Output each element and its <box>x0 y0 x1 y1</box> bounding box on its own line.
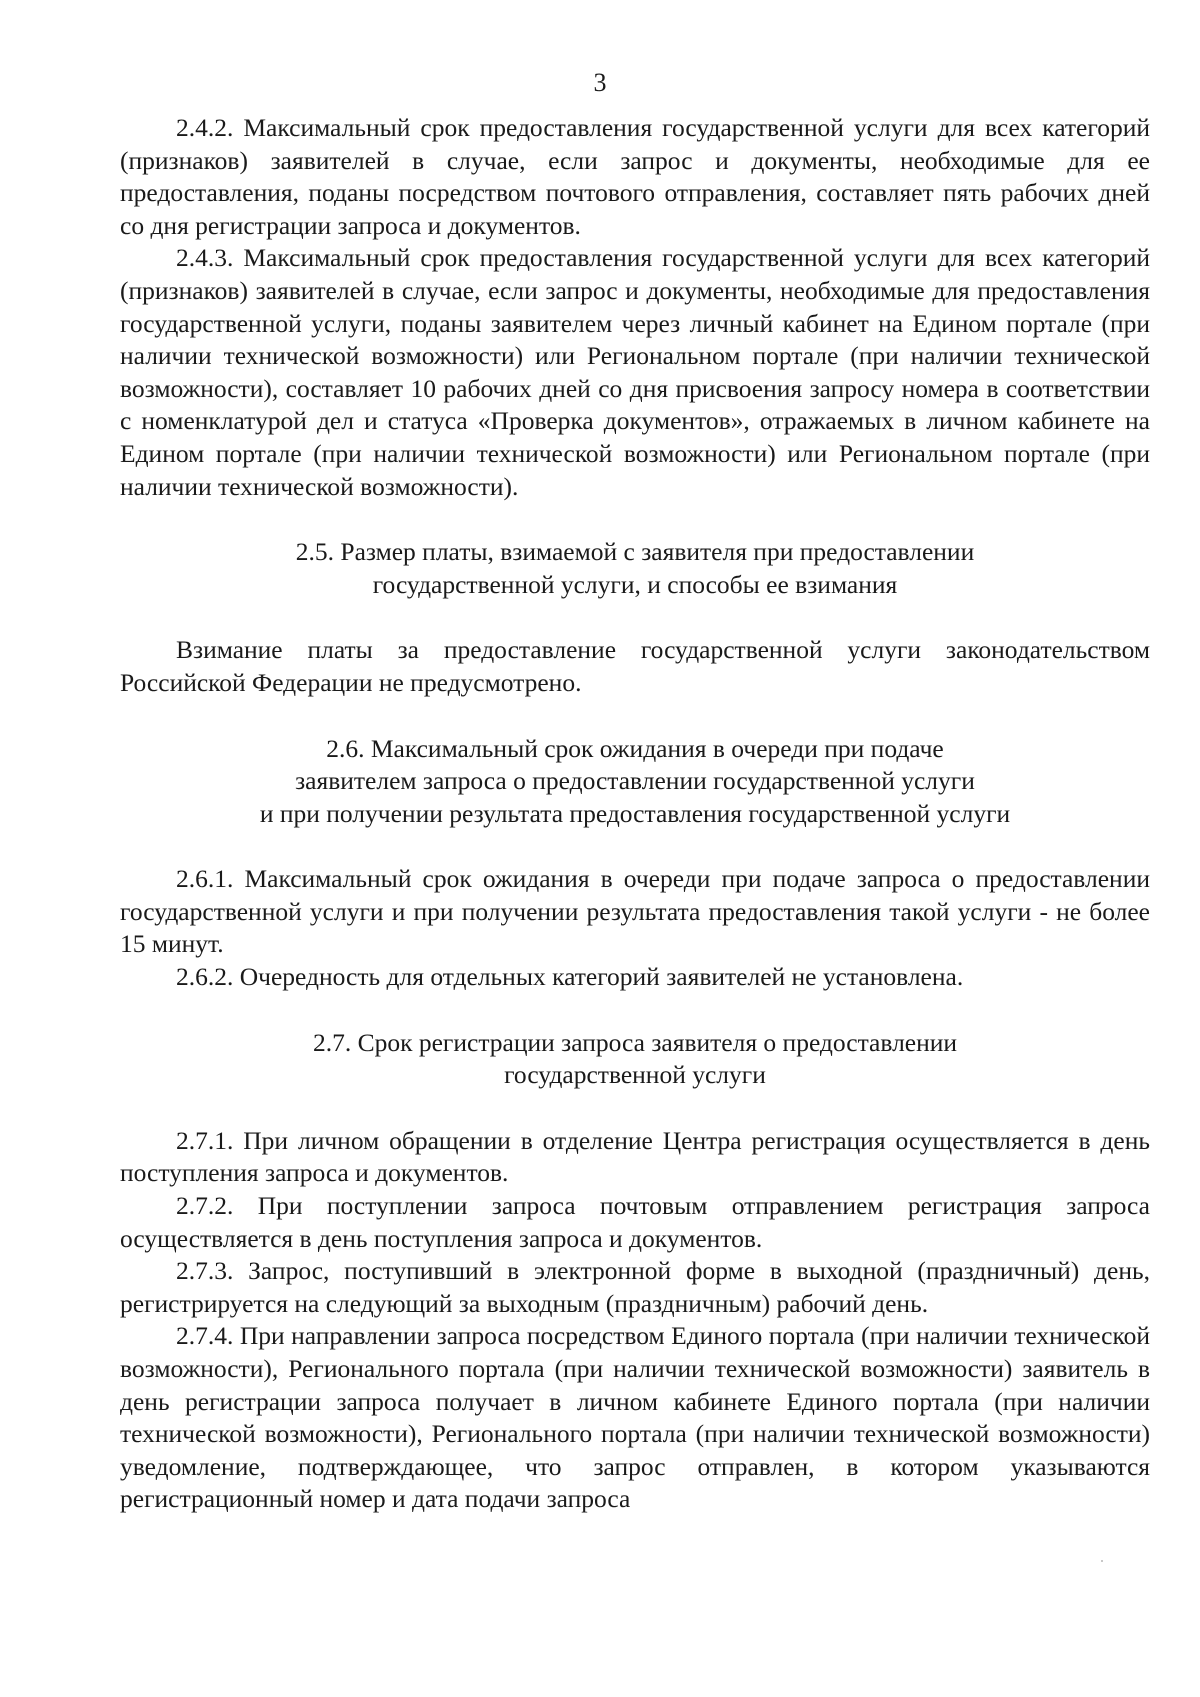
section-heading-2-7 <box>120 1027 1150 1092</box>
section-heading-2-6 <box>120 733 1150 831</box>
heading-line: 2.5. Размер платы, взимаемой с заявителя при предоставлении <box>295 537 975 567</box>
page-number: 3 <box>593 68 607 97</box>
heading-line: и при получении результата предоставления государственной услуги <box>259 798 1011 828</box>
paragraph-2-7-2: 2.7.2. При поступлении запроса почтовым отправлением регистрация запроса осуществляется в день поступления запроса и документов. <box>120 1191 1150 1253</box>
paragraph-2-6-2: 2.6.2. Очередность для отдельных категорий заявителей не установлена. <box>176 962 964 992</box>
paragraph-2-7-3: 2.7.3. Запрос, поступивший в электронной форме в выходной (праздничный) день, регистрируется на следующий за выходным (праздничным) рабочий день. <box>120 1256 1150 1318</box>
heading-line: заявителем запроса о предоставлении государственной услуги <box>295 766 975 796</box>
paragraph-2-6-1: 2.6.1. Максимальный срок ожидания в очереди при подаче запроса о предоставлении государственной услуги и при получении результата предоставления такой услуги - не более 15 минут. <box>120 864 1150 959</box>
heading-line: государственной услуги, и способы ее взимания <box>372 569 898 599</box>
paragraph-2-5: Взимание платы за предоставление государственной услуги законодательством Российской Федерации не предусмотрено. <box>120 635 1150 697</box>
paragraph-2-7-4: 2.7.4. При направлении запроса посредством Единого портала (при наличии технической возможности), Регионального портала (при наличии технической возможности) заявитель в день регистрации запроса получает в личном кабинете Единого портала (при наличии технической возможности), Регионального портала (при наличии технической возможности) уведомление, подтверждающее, что запрос отправлен, в котором указываются регистрационный номер и дата подачи запроса <box>120 1321 1150 1514</box>
paragraph-2-7-1: 2.7.1. При личном обращении в отделение Центра регистрация осуществляется в день поступления запроса и документов. <box>120 1125 1150 1188</box>
paragraph-2-4-3: 2.4.3. Максимальный срок предоставления государственной услуги для всех категорий (признаков) заявителей в случае, если запрос и документы, необходимые для предоставления государственной услуги, поданы заявителем через личный кабинет на Едином портале (при наличии технической возможности) или Региональном портале (при наличии технической возможности), составляет 10 рабочих дней со дня присвоения запросу номера в соответствии с номенклатурой дел и статуса «Проверка документов», отражаемых в личном кабинете на Едином портале (при наличии технической возможности) или Региональном портале (при наличии технической возможности). <box>120 243 1150 501</box>
section-heading-2-5 <box>120 536 1150 601</box>
scan-speck <box>1101 1560 1103 1562</box>
heading-line: государственной услуги <box>504 1060 766 1090</box>
heading-line: 2.6. Максимальный срок ожидания в очереди при подаче <box>326 733 944 763</box>
heading-line: 2.7. Срок регистрации запроса заявителя о предоставлении <box>312 1027 958 1057</box>
paragraph-2-4-2: 2.4.2. Максимальный срок предоставления государственной услуги для всех категорий (признаков) заявителей в случае, если запрос и документы, необходимые для ее предоставления, поданы посредством почтового отправления, составляет пять рабочих дней со дня регистрации запроса и документов. <box>120 113 1150 240</box>
document-body <box>120 112 1150 1516</box>
